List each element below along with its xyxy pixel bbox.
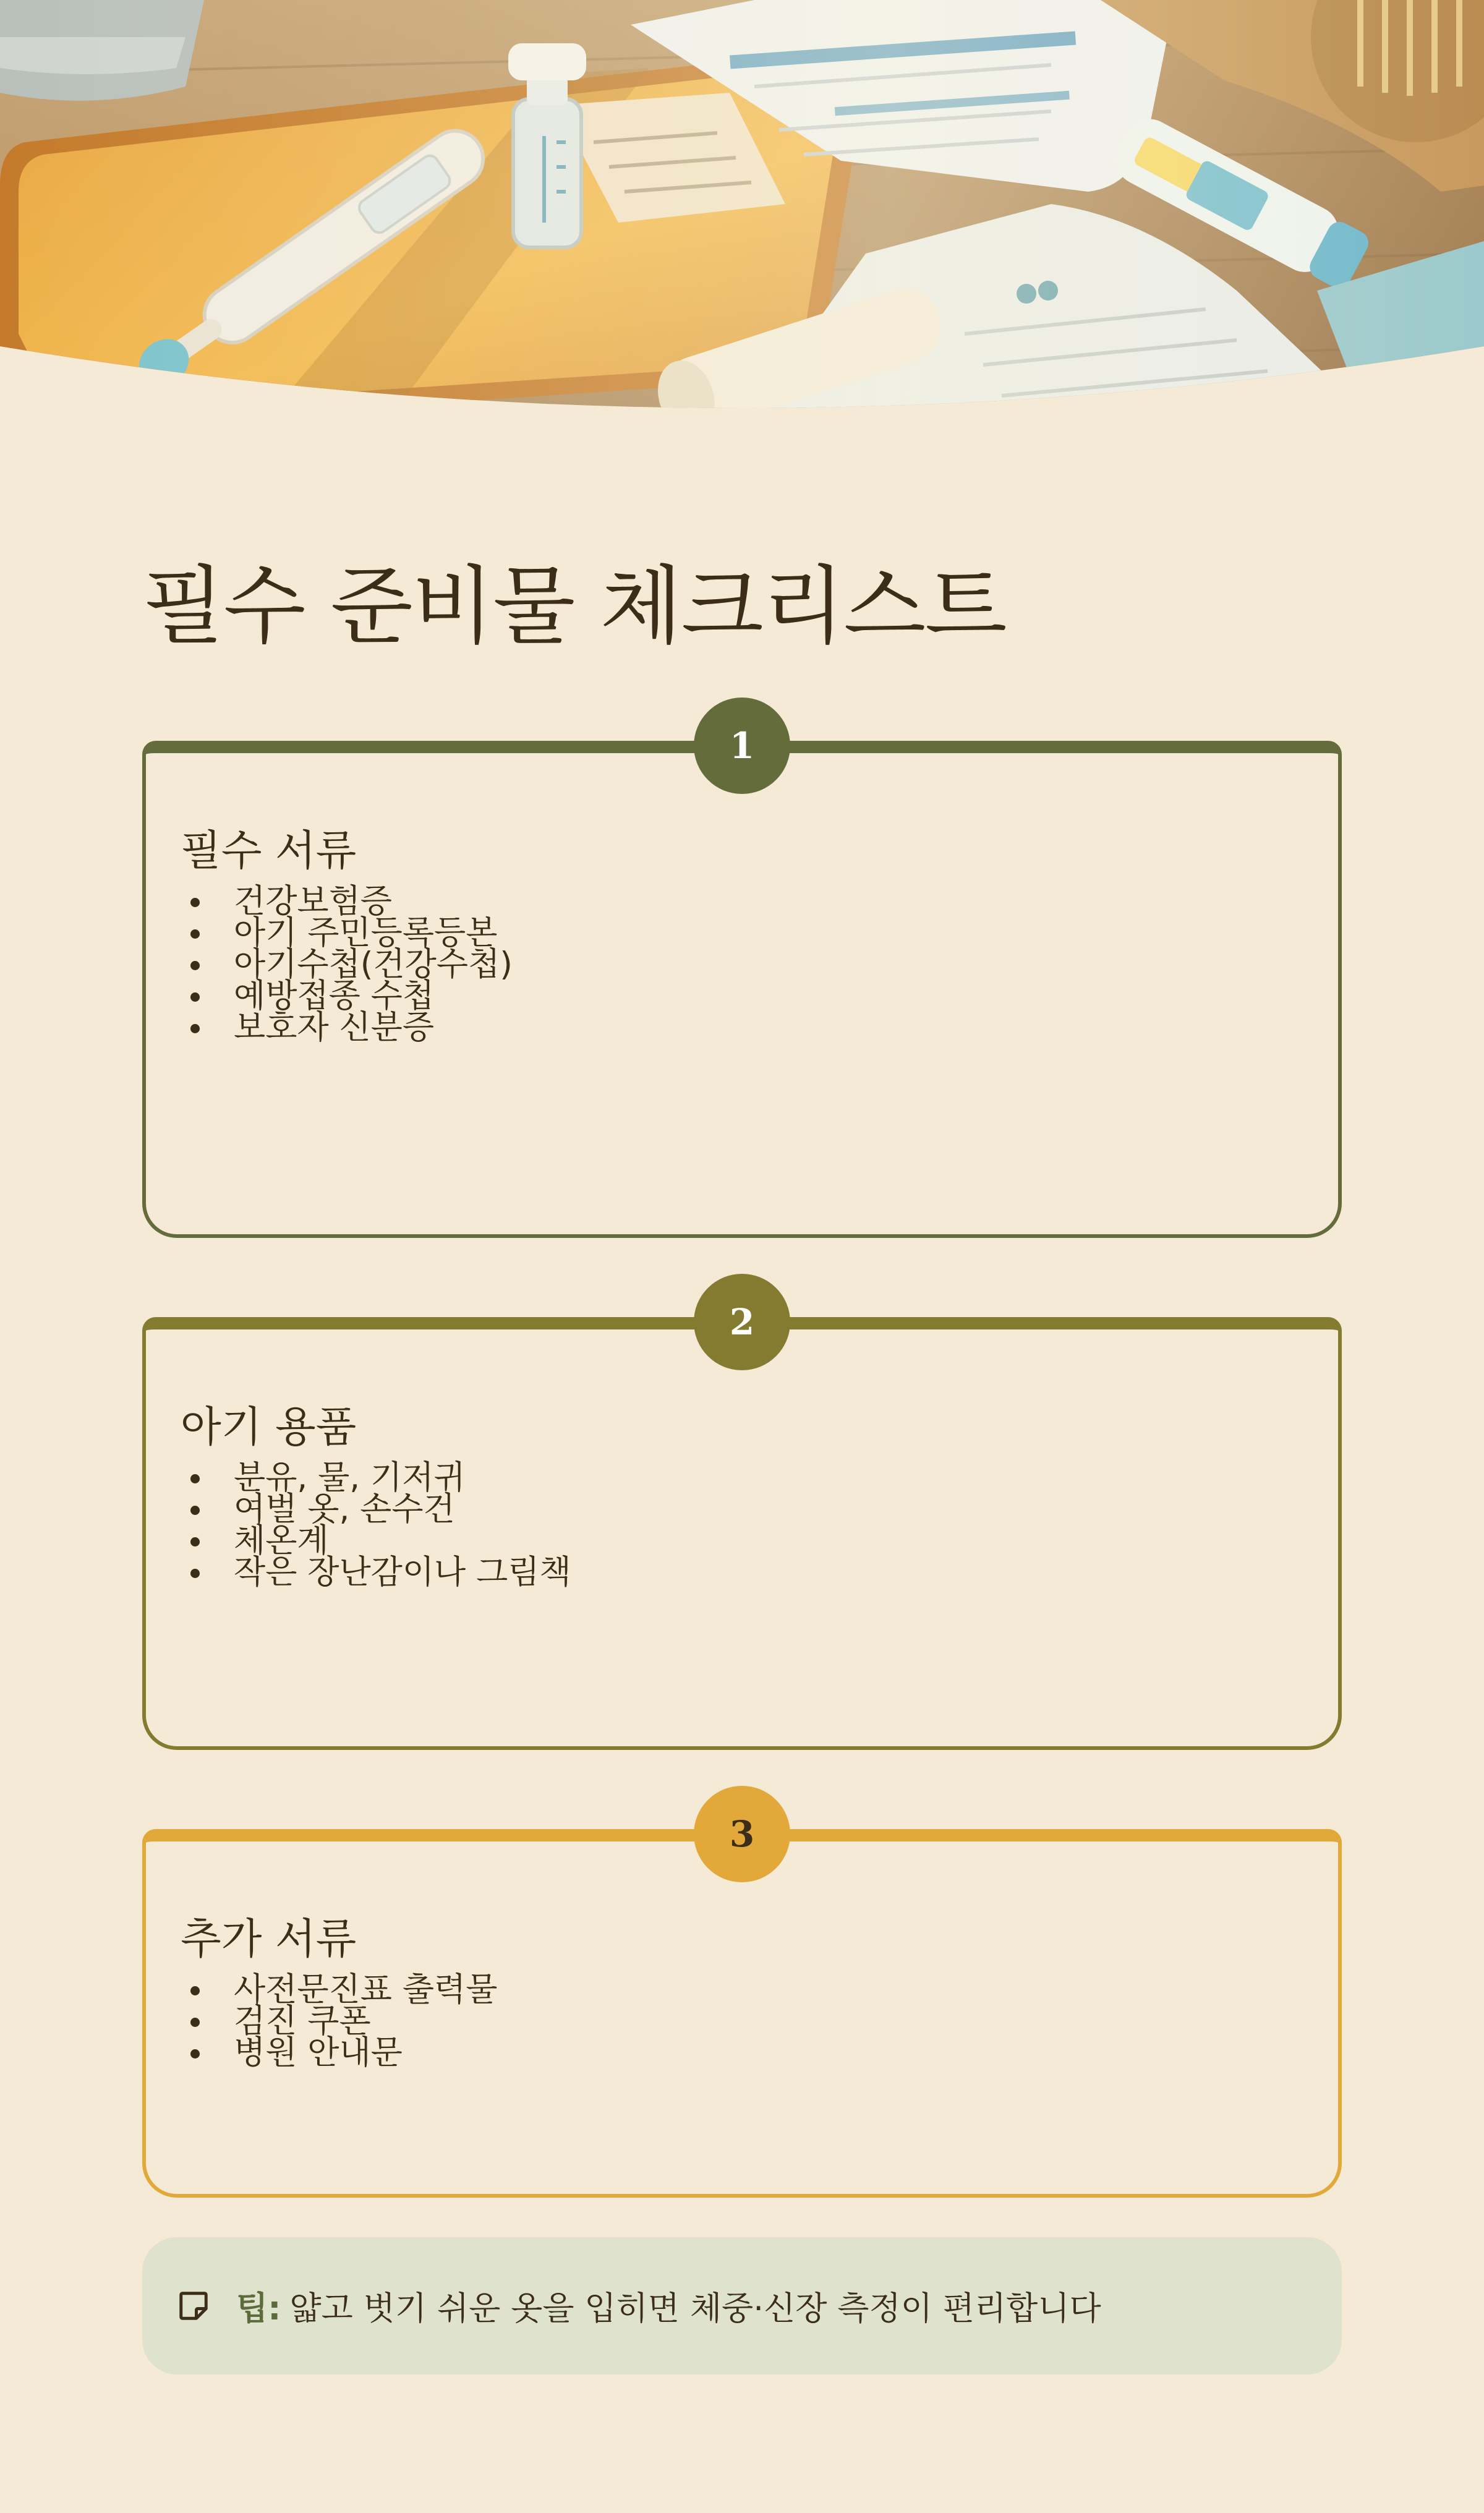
section-card-additional-documents — [142, 1813, 1342, 2198]
list-item: 병원 안내문 — [181, 2021, 497, 2084]
bullet-icon — [190, 1569, 200, 1578]
checklist — [181, 1459, 571, 1604]
checklist — [181, 882, 513, 1059]
section-number-badge: 1 — [694, 698, 790, 794]
list-item: 예방접종 수첩 — [181, 964, 513, 1028]
section-heading: 아기 용품 — [181, 1403, 357, 1452]
list-item: 검진 쿠폰 — [181, 1989, 497, 2053]
section-heading: 추가 서류 — [181, 1915, 357, 1964]
list-item: 체온계 — [181, 1509, 571, 1572]
tip-text: 얇고 벗기 쉬운 옷을 입히면 체중·신장 측정이 편리합니다 — [289, 2290, 1101, 2327]
list-item: 사전문진표 출력물 — [181, 1958, 497, 2021]
bullet-icon — [190, 1024, 200, 1033]
note-icon — [177, 2289, 210, 2323]
section-card-baby-supplies — [142, 1301, 1342, 1750]
tip-label: 팁: — [236, 2290, 281, 2327]
section-card-documents — [142, 725, 1342, 1238]
list-item: 아기 주민등록등본 — [181, 901, 513, 965]
section-heading: 필수 서류 — [181, 827, 357, 876]
checklist — [181, 1971, 498, 2084]
hero-image — [0, 0, 1484, 427]
section-number-badge: 2 — [694, 1274, 790, 1370]
tip-box — [142, 2237, 1342, 2374]
list-item: 건강보험증 — [181, 869, 513, 933]
bullet-icon — [190, 2049, 200, 2059]
list-item: 분유, 물, 기저귀 — [181, 1446, 571, 1509]
list-item: 여벌 옷, 손수건 — [181, 1477, 571, 1541]
list-item: 보호자 신분증 — [181, 996, 513, 1059]
list-item: 작은 장난감이나 그림책 — [181, 1540, 571, 1604]
list-item: 아기수첩(건강수첩) — [181, 932, 513, 996]
section-number-badge: 3 — [694, 1786, 790, 1882]
page-title: 필수 준비물 체크리스트 — [142, 557, 1006, 656]
